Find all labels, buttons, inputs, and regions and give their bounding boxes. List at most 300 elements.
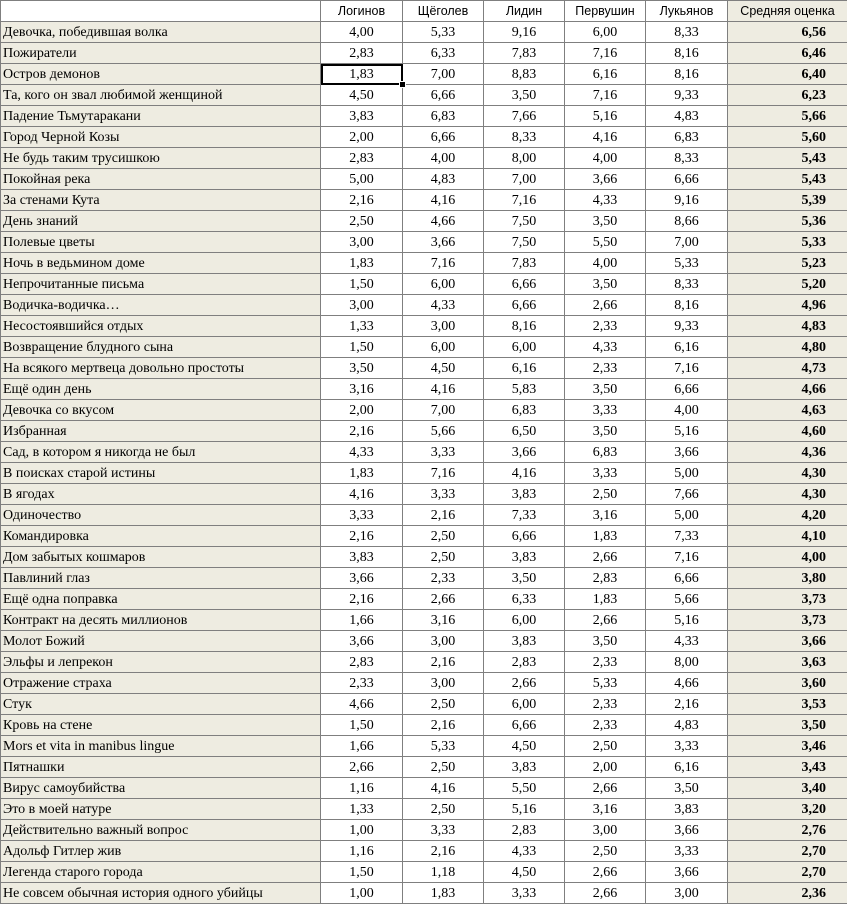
header-shchegolev[interactable]: Щёголев <box>403 1 484 22</box>
story-title-cell[interactable]: Не будь таким трусишкою <box>1 148 321 169</box>
score-cell[interactable]: 8,33 <box>646 22 728 43</box>
score-cell[interactable]: 4,66 <box>403 211 484 232</box>
score-cell[interactable]: 4,16 <box>484 463 565 484</box>
score-cell[interactable]: 3,33 <box>403 484 484 505</box>
story-title-cell[interactable]: Девочка, победившая волка <box>1 22 321 43</box>
score-cell[interactable]: 4,00 <box>403 148 484 169</box>
score-cell[interactable]: 3,50 <box>484 85 565 106</box>
story-title-cell[interactable]: Пятнашки <box>1 757 321 778</box>
header-loginov[interactable]: Логинов <box>321 1 403 22</box>
score-cell[interactable]: 8,16 <box>646 43 728 64</box>
score-cell[interactable]: 7,16 <box>646 547 728 568</box>
score-cell[interactable]: 2,33 <box>565 715 646 736</box>
score-cell[interactable]: 5,00 <box>321 169 403 190</box>
average-score-cell[interactable]: 2,70 <box>728 862 847 883</box>
score-cell[interactable]: 6,16 <box>646 757 728 778</box>
story-title-cell[interactable]: Пожиратели <box>1 43 321 64</box>
story-title-cell[interactable]: Молот Божий <box>1 631 321 652</box>
score-cell[interactable]: 5,16 <box>565 106 646 127</box>
score-cell[interactable]: 2,16 <box>321 421 403 442</box>
score-cell[interactable]: 3,83 <box>321 106 403 127</box>
score-cell[interactable]: 4,33 <box>321 442 403 463</box>
story-title-cell[interactable]: Отражение страха <box>1 673 321 694</box>
score-cell[interactable]: 3,33 <box>403 820 484 841</box>
story-title-cell[interactable]: Та, кого он звал любимой женщиной <box>1 85 321 106</box>
score-cell[interactable]: 2,16 <box>403 505 484 526</box>
average-score-cell[interactable]: 4,66 <box>728 379 847 400</box>
story-title-cell[interactable]: Падение Тьмутаракани <box>1 106 321 127</box>
score-cell[interactable]: 3,66 <box>321 568 403 589</box>
average-score-cell[interactable]: 4,30 <box>728 484 847 505</box>
score-cell[interactable]: 3,33 <box>484 883 565 904</box>
score-cell[interactable]: 3,16 <box>403 610 484 631</box>
score-cell[interactable]: 3,50 <box>565 379 646 400</box>
score-cell[interactable]: 7,66 <box>484 106 565 127</box>
score-cell[interactable]: 6,33 <box>484 589 565 610</box>
average-score-cell[interactable]: 5,39 <box>728 190 847 211</box>
average-score-cell[interactable]: 3,20 <box>728 799 847 820</box>
score-cell[interactable]: 5,33 <box>565 673 646 694</box>
score-cell[interactable]: 6,66 <box>403 85 484 106</box>
score-cell[interactable]: 4,83 <box>646 106 728 127</box>
score-cell[interactable]: 6,00 <box>403 337 484 358</box>
score-cell[interactable]: 2,16 <box>403 652 484 673</box>
score-cell[interactable]: 8,33 <box>646 148 728 169</box>
average-score-cell[interactable]: 3,60 <box>728 673 847 694</box>
score-cell[interactable]: 2,66 <box>565 862 646 883</box>
average-score-cell[interactable]: 5,60 <box>728 127 847 148</box>
score-cell[interactable]: 3,66 <box>646 862 728 883</box>
score-cell[interactable]: 3,33 <box>565 463 646 484</box>
average-score-cell[interactable]: 3,50 <box>728 715 847 736</box>
score-cell[interactable]: 3,50 <box>646 778 728 799</box>
score-cell[interactable]: 2,83 <box>321 652 403 673</box>
score-cell[interactable]: 1,16 <box>321 778 403 799</box>
score-cell[interactable]: 1,50 <box>321 862 403 883</box>
score-cell[interactable]: 5,50 <box>484 778 565 799</box>
score-cell[interactable]: 7,66 <box>646 484 728 505</box>
story-title-cell[interactable]: Эльфы и лепрекон <box>1 652 321 673</box>
score-cell[interactable]: 2,50 <box>321 211 403 232</box>
average-score-cell[interactable]: 4,00 <box>728 547 847 568</box>
selection-fill-handle[interactable] <box>399 81 406 88</box>
score-cell[interactable]: 4,00 <box>565 253 646 274</box>
score-cell[interactable]: 1,00 <box>321 883 403 904</box>
score-cell[interactable]: 5,16 <box>646 610 728 631</box>
score-cell[interactable]: 1,50 <box>321 715 403 736</box>
average-score-cell[interactable]: 4,36 <box>728 442 847 463</box>
score-cell[interactable]: 3,83 <box>321 547 403 568</box>
score-cell[interactable]: 3,33 <box>646 841 728 862</box>
score-cell[interactable]: 3,00 <box>565 820 646 841</box>
story-title-cell[interactable]: Контракт на десять миллионов <box>1 610 321 631</box>
story-title-cell[interactable]: Стук <box>1 694 321 715</box>
score-cell[interactable]: 6,16 <box>565 64 646 85</box>
score-cell[interactable]: 1,66 <box>321 610 403 631</box>
score-cell[interactable]: 6,83 <box>565 442 646 463</box>
score-cell[interactable]: 6,66 <box>646 379 728 400</box>
score-cell[interactable]: 6,66 <box>484 274 565 295</box>
score-cell[interactable]: 2,66 <box>565 295 646 316</box>
story-title-cell[interactable]: В ягодах <box>1 484 321 505</box>
score-cell[interactable]: 5,50 <box>565 232 646 253</box>
average-score-cell[interactable]: 5,33 <box>728 232 847 253</box>
score-cell[interactable]: 6,66 <box>403 127 484 148</box>
score-cell[interactable]: 2,83 <box>484 652 565 673</box>
score-cell[interactable]: 3,50 <box>565 274 646 295</box>
score-cell[interactable]: 2,50 <box>403 547 484 568</box>
score-cell[interactable]: 3,83 <box>484 547 565 568</box>
score-cell[interactable]: 1,33 <box>321 316 403 337</box>
score-cell[interactable]: 3,50 <box>484 568 565 589</box>
average-score-cell[interactable]: 2,76 <box>728 820 847 841</box>
score-cell[interactable]: 2,66 <box>321 757 403 778</box>
score-cell[interactable]: 3,33 <box>321 505 403 526</box>
score-cell[interactable]: 2,50 <box>403 799 484 820</box>
score-cell[interactable]: 2,16 <box>321 526 403 547</box>
score-cell[interactable]: 7,00 <box>403 400 484 421</box>
score-cell[interactable]: 4,00 <box>646 400 728 421</box>
average-score-cell[interactable]: 4,63 <box>728 400 847 421</box>
score-cell[interactable]: 3,50 <box>565 631 646 652</box>
score-cell[interactable]: 2,33 <box>403 568 484 589</box>
score-cell[interactable]: 7,16 <box>565 43 646 64</box>
score-cell[interactable]: 3,66 <box>565 169 646 190</box>
score-cell[interactable]: 6,66 <box>484 715 565 736</box>
score-cell[interactable]: 4,00 <box>321 22 403 43</box>
average-score-cell[interactable]: 6,46 <box>728 43 847 64</box>
score-cell[interactable]: 6,00 <box>484 337 565 358</box>
score-cell[interactable]: 2,33 <box>565 694 646 715</box>
score-cell[interactable]: 8,33 <box>484 127 565 148</box>
average-score-cell[interactable]: 2,70 <box>728 841 847 862</box>
story-title-cell[interactable]: Непрочитанные письма <box>1 274 321 295</box>
average-score-cell[interactable]: 5,23 <box>728 253 847 274</box>
score-cell[interactable]: 6,00 <box>403 274 484 295</box>
story-title-cell[interactable]: Полевые цветы <box>1 232 321 253</box>
story-title-cell[interactable]: Ночь в ведьмином доме <box>1 253 321 274</box>
score-cell[interactable]: 5,33 <box>646 253 728 274</box>
story-title-cell[interactable]: Ещё один день <box>1 379 321 400</box>
score-cell[interactable]: 2,00 <box>565 757 646 778</box>
score-cell[interactable]: 7,50 <box>484 211 565 232</box>
score-cell[interactable]: 4,83 <box>646 715 728 736</box>
score-cell[interactable]: 7,16 <box>403 463 484 484</box>
score-cell[interactable]: 8,33 <box>646 274 728 295</box>
score-cell[interactable]: 6,83 <box>403 106 484 127</box>
score-cell[interactable]: 5,00 <box>646 505 728 526</box>
score-cell[interactable]: 2,16 <box>403 841 484 862</box>
score-cell[interactable]: 2,50 <box>403 757 484 778</box>
score-cell[interactable]: 3,83 <box>484 484 565 505</box>
story-title-cell[interactable]: Адольф Гитлер жив <box>1 841 321 862</box>
score-cell[interactable]: 2,16 <box>321 589 403 610</box>
score-cell[interactable]: 8,83 <box>484 64 565 85</box>
score-cell[interactable]: 3,16 <box>565 505 646 526</box>
header-average-rating[interactable]: Средняя оценка <box>728 1 847 22</box>
score-cell[interactable]: 3,00 <box>321 232 403 253</box>
score-cell[interactable]: 6,66 <box>484 295 565 316</box>
score-cell[interactable]: 2,66 <box>565 778 646 799</box>
score-cell[interactable]: 2,66 <box>565 883 646 904</box>
score-cell[interactable]: 3,00 <box>403 631 484 652</box>
score-cell[interactable]: 2,66 <box>484 673 565 694</box>
score-cell[interactable]: 3,50 <box>565 421 646 442</box>
score-cell[interactable]: 3,33 <box>565 400 646 421</box>
score-cell[interactable]: 7,16 <box>484 190 565 211</box>
score-cell[interactable]: 1,66 <box>321 736 403 757</box>
story-title-cell[interactable]: Возвращение блудного сына <box>1 337 321 358</box>
average-score-cell[interactable]: 5,20 <box>728 274 847 295</box>
average-score-cell[interactable]: 4,10 <box>728 526 847 547</box>
score-cell[interactable]: 2,83 <box>321 43 403 64</box>
score-cell[interactable]: 4,33 <box>484 841 565 862</box>
score-cell[interactable]: 2,16 <box>646 694 728 715</box>
score-cell[interactable]: 1,33 <box>321 799 403 820</box>
score-cell[interactable]: 2,50 <box>565 484 646 505</box>
score-cell[interactable]: 4,16 <box>403 379 484 400</box>
score-cell[interactable]: 7,16 <box>565 85 646 106</box>
score-cell[interactable]: 3,00 <box>646 883 728 904</box>
score-cell[interactable]: 7,00 <box>646 232 728 253</box>
score-cell[interactable]: 4,66 <box>321 694 403 715</box>
score-cell[interactable]: 2,33 <box>565 358 646 379</box>
score-cell[interactable]: 4,16 <box>565 127 646 148</box>
score-cell[interactable]: 2,50 <box>403 694 484 715</box>
score-cell[interactable]: 1,50 <box>321 274 403 295</box>
score-cell[interactable]: 5,00 <box>646 463 728 484</box>
score-cell[interactable]: 3,16 <box>321 379 403 400</box>
score-cell[interactable]: 9,33 <box>646 85 728 106</box>
score-cell[interactable]: 6,66 <box>484 526 565 547</box>
story-title-cell[interactable]: Остров демонов <box>1 64 321 85</box>
story-title-cell[interactable]: В поисках старой истины <box>1 463 321 484</box>
average-score-cell[interactable]: 2,36 <box>728 883 847 904</box>
score-cell[interactable]: 4,33 <box>565 337 646 358</box>
score-cell[interactable]: 4,33 <box>565 190 646 211</box>
score-cell[interactable]: 5,66 <box>646 589 728 610</box>
story-title-cell[interactable]: Несостоявшийся отдых <box>1 316 321 337</box>
score-cell[interactable]: 5,16 <box>484 799 565 820</box>
header-corner-cell[interactable] <box>1 1 321 22</box>
score-cell[interactable]: 5,83 <box>484 379 565 400</box>
score-cell[interactable]: 1,83 <box>321 253 403 274</box>
score-cell[interactable]: 9,16 <box>484 22 565 43</box>
score-cell[interactable]: 2,66 <box>565 547 646 568</box>
average-score-cell[interactable]: 5,43 <box>728 148 847 169</box>
score-cell[interactable]: 4,50 <box>484 862 565 883</box>
average-score-cell[interactable]: 3,46 <box>728 736 847 757</box>
score-cell[interactable]: 2,33 <box>565 316 646 337</box>
average-score-cell[interactable]: 3,40 <box>728 778 847 799</box>
average-score-cell[interactable]: 4,83 <box>728 316 847 337</box>
average-score-cell[interactable]: 3,43 <box>728 757 847 778</box>
story-title-cell[interactable]: День знаний <box>1 211 321 232</box>
score-cell[interactable]: 3,83 <box>646 799 728 820</box>
story-title-cell[interactable]: Не совсем обычная история одного убийцы <box>1 883 321 904</box>
score-cell[interactable]: 1,00 <box>321 820 403 841</box>
score-cell[interactable]: 1,83 <box>565 526 646 547</box>
average-score-cell[interactable]: 5,36 <box>728 211 847 232</box>
score-cell[interactable]: 4,33 <box>646 631 728 652</box>
score-cell[interactable]: 4,33 <box>403 295 484 316</box>
average-score-cell[interactable]: 3,73 <box>728 589 847 610</box>
score-cell[interactable]: 7,83 <box>484 253 565 274</box>
score-cell[interactable]: 8,00 <box>484 148 565 169</box>
story-title-cell[interactable]: Вирус самоубийства <box>1 778 321 799</box>
score-cell[interactable]: 8,16 <box>646 64 728 85</box>
story-title-cell[interactable]: Сад, в котором я никогда не был <box>1 442 321 463</box>
score-cell[interactable]: 4,50 <box>321 85 403 106</box>
score-cell[interactable]: 6,66 <box>646 568 728 589</box>
score-cell[interactable]: 8,16 <box>646 295 728 316</box>
score-cell[interactable]: 3,83 <box>484 631 565 652</box>
score-cell[interactable]: 4,16 <box>321 484 403 505</box>
average-score-cell[interactable]: 6,56 <box>728 22 847 43</box>
story-title-cell[interactable]: За стенами Кута <box>1 190 321 211</box>
score-cell[interactable]: 2,16 <box>321 190 403 211</box>
score-cell[interactable]: 7,83 <box>484 43 565 64</box>
score-cell[interactable]: 3,00 <box>403 673 484 694</box>
score-cell[interactable]: 7,16 <box>403 253 484 274</box>
score-cell[interactable]: 2,50 <box>565 841 646 862</box>
score-cell[interactable]: 7,33 <box>484 505 565 526</box>
score-cell[interactable]: 6,16 <box>646 337 728 358</box>
score-cell[interactable]: 6,00 <box>484 610 565 631</box>
score-cell[interactable]: 6,33 <box>403 43 484 64</box>
average-score-cell[interactable]: 4,60 <box>728 421 847 442</box>
score-cell[interactable]: 4,16 <box>403 778 484 799</box>
score-cell[interactable]: 2,16 <box>403 715 484 736</box>
score-cell[interactable]: 2,33 <box>565 652 646 673</box>
average-score-cell[interactable]: 3,53 <box>728 694 847 715</box>
average-score-cell[interactable]: 4,96 <box>728 295 847 316</box>
score-cell[interactable]: 6,50 <box>484 421 565 442</box>
story-title-cell[interactable]: Командировка <box>1 526 321 547</box>
story-title-cell[interactable]: Легенда старого города <box>1 862 321 883</box>
average-score-cell[interactable]: 3,66 <box>728 631 847 652</box>
score-cell[interactable]: 1,83 <box>321 463 403 484</box>
story-title-cell[interactable]: Водичка-водичка… <box>1 295 321 316</box>
score-cell[interactable]: 5,16 <box>646 421 728 442</box>
score-cell[interactable]: 5,66 <box>403 421 484 442</box>
average-score-cell[interactable]: 3,73 <box>728 610 847 631</box>
score-cell[interactable]: 6,00 <box>484 694 565 715</box>
story-title-cell[interactable]: Кровь на стене <box>1 715 321 736</box>
score-cell[interactable]: 1,83 <box>403 883 484 904</box>
header-lukyanov[interactable]: Лукьянов <box>646 1 728 22</box>
score-cell[interactable]: 2,00 <box>321 127 403 148</box>
score-cell[interactable]: 3,66 <box>321 631 403 652</box>
score-cell[interactable]: 4,50 <box>403 358 484 379</box>
story-title-cell[interactable]: Покойная река <box>1 169 321 190</box>
score-cell[interactable]: 5,33 <box>403 22 484 43</box>
score-cell[interactable]: 3,66 <box>484 442 565 463</box>
average-score-cell[interactable]: 3,63 <box>728 652 847 673</box>
story-title-cell[interactable]: Дом забытых кошмаров <box>1 547 321 568</box>
score-cell[interactable]: 4,50 <box>484 736 565 757</box>
score-cell[interactable]: 3,33 <box>646 736 728 757</box>
score-cell[interactable]: 3,33 <box>403 442 484 463</box>
story-title-cell[interactable]: Mors et vita in manibus lingue <box>1 736 321 757</box>
score-cell[interactable]: 2,00 <box>321 400 403 421</box>
score-cell[interactable]: 7,00 <box>484 169 565 190</box>
score-cell[interactable]: 6,00 <box>565 22 646 43</box>
score-cell[interactable]: 8,66 <box>646 211 728 232</box>
score-cell[interactable]: 1,83 <box>565 589 646 610</box>
score-cell[interactable]: 3,66 <box>646 820 728 841</box>
score-cell[interactable]: 2,83 <box>321 148 403 169</box>
score-cell[interactable]: 8,16 <box>484 316 565 337</box>
score-cell[interactable]: 3,16 <box>565 799 646 820</box>
score-cell[interactable]: 8,00 <box>646 652 728 673</box>
story-title-cell[interactable]: Город Черной Козы <box>1 127 321 148</box>
story-title-cell[interactable]: Одиночество <box>1 505 321 526</box>
score-cell[interactable]: 9,16 <box>646 190 728 211</box>
story-title-cell[interactable]: Действительно важный вопрос <box>1 820 321 841</box>
score-cell[interactable]: 2,33 <box>321 673 403 694</box>
score-cell[interactable]: 7,50 <box>484 232 565 253</box>
score-cell[interactable]: 2,66 <box>403 589 484 610</box>
average-score-cell[interactable]: 5,43 <box>728 169 847 190</box>
score-cell[interactable]: 1,50 <box>321 337 403 358</box>
average-score-cell[interactable]: 3,80 <box>728 568 847 589</box>
score-cell[interactable]: 6,16 <box>484 358 565 379</box>
score-cell[interactable]: 4,00 <box>565 148 646 169</box>
story-title-cell[interactable]: На всякого мертвеца довольно простоты <box>1 358 321 379</box>
score-cell[interactable]: 3,50 <box>321 358 403 379</box>
score-cell[interactable]: 6,83 <box>646 127 728 148</box>
story-title-cell[interactable]: Это в моей натуре <box>1 799 321 820</box>
average-score-cell[interactable]: 5,66 <box>728 106 847 127</box>
average-score-cell[interactable]: 6,23 <box>728 85 847 106</box>
score-cell[interactable]: 9,33 <box>646 316 728 337</box>
score-cell[interactable]: 3,66 <box>646 442 728 463</box>
score-cell[interactable]: 2,66 <box>565 610 646 631</box>
score-cell[interactable]: 3,83 <box>484 757 565 778</box>
score-cell[interactable]: 3,66 <box>403 232 484 253</box>
score-cell[interactable]: 6,83 <box>484 400 565 421</box>
score-cell[interactable]: 4,83 <box>403 169 484 190</box>
score-cell[interactable]: 7,16 <box>646 358 728 379</box>
story-title-cell[interactable]: Девочка со вкусом <box>1 400 321 421</box>
score-cell[interactable]: 2,50 <box>403 526 484 547</box>
header-pervushin[interactable]: Первушин <box>565 1 646 22</box>
average-score-cell[interactable]: 4,73 <box>728 358 847 379</box>
score-cell[interactable]: 1,16 <box>321 841 403 862</box>
score-cell[interactable]: 3,00 <box>321 295 403 316</box>
average-score-cell[interactable]: 4,30 <box>728 463 847 484</box>
score-cell[interactable]: 6,66 <box>646 169 728 190</box>
score-cell[interactable]: 2,50 <box>565 736 646 757</box>
score-cell[interactable]: 1,18 <box>403 862 484 883</box>
story-title-cell[interactable]: Павлиний глаз <box>1 568 321 589</box>
average-score-cell[interactable]: 4,80 <box>728 337 847 358</box>
score-cell[interactable]: 3,50 <box>565 211 646 232</box>
score-cell[interactable]: 7,33 <box>646 526 728 547</box>
average-score-cell[interactable]: 6,40 <box>728 64 847 85</box>
average-score-cell[interactable]: 4,20 <box>728 505 847 526</box>
score-cell[interactable]: 5,33 <box>403 736 484 757</box>
header-lidin[interactable]: Лидин <box>484 1 565 22</box>
story-title-cell[interactable]: Ещё одна поправка <box>1 589 321 610</box>
story-title-cell[interactable]: Избранная <box>1 421 321 442</box>
score-cell[interactable]: 1,83 <box>321 64 403 85</box>
score-cell[interactable]: 4,66 <box>646 673 728 694</box>
score-cell[interactable]: 4,16 <box>403 190 484 211</box>
score-cell[interactable]: 2,83 <box>565 568 646 589</box>
score-cell[interactable]: 7,00 <box>403 64 484 85</box>
